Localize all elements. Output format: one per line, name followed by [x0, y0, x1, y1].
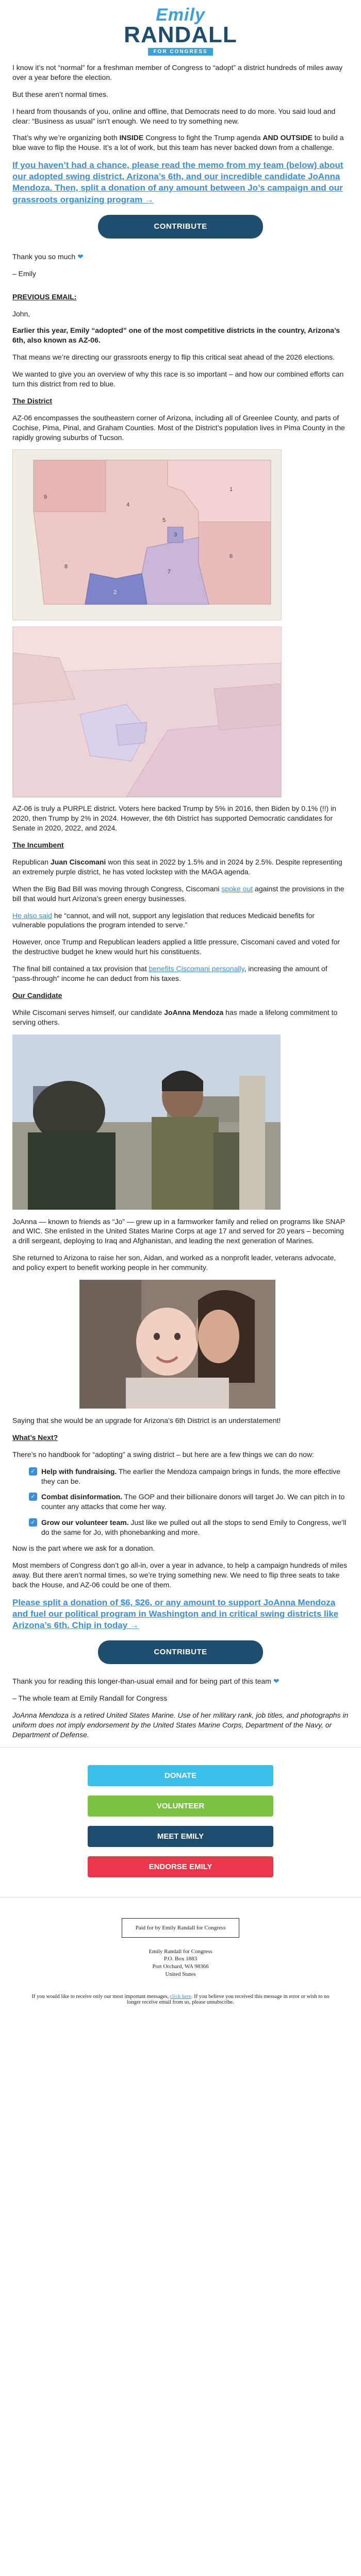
- email-paragraph-1: That means we’re directing our grassroots energy to flip this critical seat ahead of the 2026 elections.: [12, 353, 335, 362]
- previous-email-section: [0, 292, 361, 1740]
- logo-tagline: FOR CONGRESS: [148, 48, 212, 56]
- candidate-paragraph-3: She returned to Arizona to raise her son, Aidan, and worked as a nonprofit leader, veterans advocate, and policy expert to benefit working people in her community.: [12, 1253, 336, 1272]
- donate-button[interactable]: DONATE: [88, 1765, 273, 1786]
- map-label-9: 8: [64, 564, 68, 570]
- split-donation-link[interactable]: Please split a donation of $6, $26, or any amount to support JoAnna Mendoza and fuel our political program in Washington and in critical swing districts like Arizona’s 6th. Chip in today →: [12, 1597, 339, 1630]
- joanna-marine-photo: [12, 1035, 281, 1210]
- map-label-5: 7: [168, 569, 171, 575]
- signature-emily: – Emily: [12, 269, 36, 278]
- list-item-fundraising: ✓ Help with fundraising. The earlier the Mendoza campaign brings in funds, the more effective they can be.: [29, 1467, 349, 1486]
- whats-next-title: What’s Next?: [12, 1433, 58, 1442]
- candidate-title: Our Candidate: [12, 991, 62, 999]
- lead-paragraph: Earlier this year, Emily “adopted” one of the most competitive districts in the country, Arizona’s 6th, also known as AZ-06.: [12, 326, 340, 345]
- thanks-line: Thank you so much ❤: [12, 252, 84, 261]
- map-label-2: 4: [126, 502, 130, 509]
- map-label-6: 1: [229, 486, 233, 493]
- incumbent-title: The Incumbent: [12, 841, 64, 850]
- blue-heart-icon: ❤: [273, 1677, 280, 1686]
- candidate-paragraph-2: JoAnna — known to friends as “Jo” — grew up in a farmworker family and relied on programs like SNAP and WIC. She enlisted in the United States Marine Corps at age 17 and served for 20 years – becoming a drill sergeant, deploying to Iraq and Afghanistan, and leading the next generation of Marines.: [12, 1217, 345, 1245]
- blue-heart-icon: ❤: [77, 252, 84, 261]
- intro-donate-link[interactable]: If you haven’t had a chance, please read the memo from my team (below) about our adopted swing district, Arizona’s 6th, and our incredible candidate JoAnna Mendoza. Then, split a donation of any amount between Jo’s campaign and our grassroots organizing program →: [12, 160, 343, 205]
- volunteer-button[interactable]: VOLUNTEER: [88, 1795, 273, 1817]
- map-label-3: 6: [229, 553, 233, 560]
- endorse-emily-button[interactable]: ENDORSE EMILY: [88, 1856, 273, 1877]
- intro-paragraph-4: That’s why we’re organizing both INSIDE Congress to fight the Trump agenda AND OUTSIDE to build a blue wave to flip the House. It’s a lot of work, but this team has never backed down from a challenge.: [12, 133, 344, 152]
- he-also-said-link[interactable]: He also said: [12, 911, 53, 920]
- logo-first-name: Emily: [156, 5, 205, 25]
- map-label-4: 3: [174, 532, 177, 538]
- emily-randall-logo[interactable]: [0, 0, 361, 63]
- military-disclaimer: JoAnna Mendoza is a retired United States Marine. Use of her military rank, job titles, and photographs in uniform does not imply endorsement by the United States Marine Corps, Department of the Navy, or Department of Defense.: [12, 1710, 349, 1739]
- thank-you-reading: Thank you for reading this longer-than-usual email and for being part of this team ❤: [12, 1677, 280, 1686]
- district-title: The District: [12, 396, 53, 405]
- arizona-district-map: [13, 450, 281, 620]
- checkmark-icon: ✓: [29, 1467, 37, 1476]
- intro-section: [0, 63, 361, 279]
- whats-next-paragraph-2: Now is the part where we ask for a donation.: [12, 1544, 155, 1553]
- tucson-district-detail-map: [13, 627, 281, 797]
- joanna-and-baby-photo: [79, 1280, 275, 1409]
- list-item-disinformation: ✓ Combat disinformation. The GOP and their billionaire donors will target Jo. We can pitch in to counter any attacks that come her way.: [29, 1492, 349, 1512]
- logo-last-name: RANDALL: [124, 22, 237, 47]
- team-signature: – The whole team at Emily Randall for Congress: [12, 1694, 168, 1703]
- map-label-7: 5: [162, 517, 166, 524]
- list-item-volunteer: ✓ Grow our volunteer team. Just like we pulled out all the stops to send Emily to Congress, we’ll do the same for Jo, with phonebanking and more.: [29, 1518, 349, 1537]
- district-paragraph-1: AZ-06 encompasses the southeastern corner of Arizona, including all of Greenlee County, and parts of Cochise, Pima, Pinal, and Graham Counties. Most of the District’s population lives in Pima County in the rapidly growing suburbs of Tucson.: [12, 413, 345, 442]
- greeting: John,: [12, 309, 30, 318]
- previous-email-header: PREVIOUS EMAIL:: [12, 292, 77, 301]
- spoke-out-link[interactable]: spoke out: [221, 884, 253, 893]
- incumbent-paragraph-4: However, once Trump and Republican leaders applied a little pressure, Ciscomani caved and voted for the destructive budget he knew would hurt his constituents.: [12, 938, 340, 956]
- contribute-button[interactable]: CONTRIBUTE: [98, 215, 263, 239]
- map-label-1: 9: [44, 494, 47, 501]
- paid-for-disclaimer: Paid for by Emily Randall for Congress: [122, 1918, 239, 1938]
- whats-next-paragraph-1: There’s no handbook for “adopting” a swing district – but here are a few things we can do now:: [12, 1450, 314, 1459]
- checkmark-icon: ✓: [29, 1518, 37, 1527]
- mailing-address: Emily Randall for Congress P.O. Box 1883 Port Orchard, WA 98366 United States: [149, 1948, 212, 1978]
- district-paragraph-2: AZ-06 is truly a PURPLE district. Voters here backed Trump by 5% in 2016, then Biden by 0.1% (!!) in 2020, then Trump by 2% in 2024. However, the 6th District has supported Democratic candidates for Senate in 2020, 2022, and 2024.: [12, 804, 336, 833]
- incumbent-paragraph-5: The final bill contained a tax provision that benefits Ciscomani personally, increasing the amount of “pass-through” income he can deduct from his taxes.: [12, 964, 327, 983]
- intro-paragraph-2: But these aren’t normal times.: [12, 90, 108, 98]
- whats-next-paragraph-3: Most members of Congress don’t go all-in, over a year in advance, to help a campaign hundreds of miles away. But there aren’t normal times, so we’re trying something new. We need to flip three seats to take back the House, and AZ-06 could be one of them.: [12, 1561, 348, 1589]
- footer-buttons: [0, 1748, 361, 1897]
- preferences-link[interactable]: click here: [170, 1993, 191, 1999]
- map-label-8: 2: [113, 589, 117, 596]
- benefits-ciscomani-link[interactable]: benefits Ciscomani personally: [149, 964, 244, 973]
- incumbent-paragraph-3: He also said he “cannot, and will not, support any legislation that reduces Medicaid benefits for vulnerable populations the program intended to serve.”: [12, 911, 315, 929]
- candidate-paragraph-4: Saying that she would be an upgrade for Arizona’s 6th District is an understatement!: [12, 1416, 281, 1425]
- intro-paragraph-3: I heard from thousands of you, online and offline, that Democrats need to do more. You said loud and clear: “Business as usual” isn’t enough. We need to try something new.: [12, 107, 336, 125]
- email-paragraph-2: We wanted to give you an overview of why this race is so important – and how our combined efforts can turn this district from red to blue.: [12, 370, 344, 388]
- incumbent-paragraph-1: Republican Juan Ciscomani won this seat in 2022 by 1.5% and in 2024 by 2.5%. Despite representing an extremely purple district, he has voted lockstep with the MAGA agenda.: [12, 858, 342, 876]
- checkmark-icon: ✓: [29, 1493, 37, 1501]
- district-map-2: [12, 626, 282, 798]
- candidate-paragraph-1: While Ciscomani serves himself, our candidate JoAnna Mendoza has made a lifelong commitment to serving others.: [12, 1008, 338, 1026]
- incumbent-paragraph-2: When the Big Bad Bill was moving through Congress, Ciscomani spoke out against the provisions in the bill that would hurt Arizona’s green energy businesses.: [12, 884, 344, 903]
- district-map-1: [12, 449, 282, 620]
- meet-emily-button[interactable]: MEET EMILY: [88, 1826, 273, 1847]
- unsubscribe-notice: If you would like to receive only our most important messages, click here. If you believe you received this message in error or wish to no longer receive email from us, please unsubscribe.: [31, 1993, 330, 2005]
- intro-paragraph-1: I know it’s not “normal” for a freshman member of Congress to “adopt” a district hundreds of miles away over a year before the election.: [12, 63, 343, 81]
- contribute-button-2[interactable]: CONTRIBUTE: [98, 1640, 263, 1664]
